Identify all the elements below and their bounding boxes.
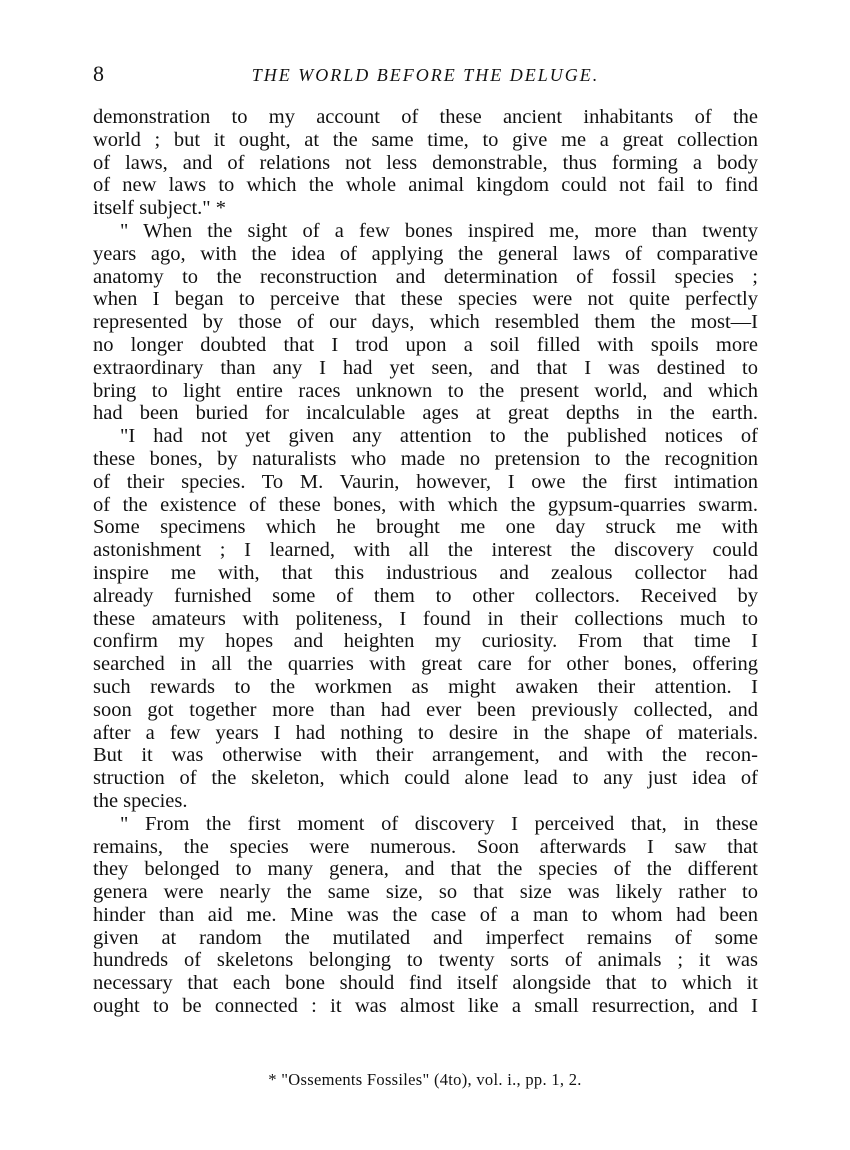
text-line: no longer doubted that I trod upon a soil filled with spoils more	[93, 333, 758, 356]
text-line: of laws, and of relations not less demonstrable, thus forming a body	[93, 151, 758, 174]
text-line: years ago, with the idea of applying the general laws of comparative	[93, 242, 758, 265]
text-line: " From the first moment of discovery I perceived that, in these	[120, 812, 758, 835]
text-line: already furnished some of them to other collectors. Received by	[93, 584, 758, 607]
text-line: when I began to perceive that these species were not quite perfectly	[93, 288, 758, 311]
text-line: demonstration to my account of these ancient inhabitants of the	[93, 106, 758, 128]
text-line: they belonged to many genera, and that the species of the different	[93, 858, 758, 881]
text-line: the species.	[93, 789, 188, 812]
text-line: after a few years I had nothing to desire in the shape of materials.	[93, 721, 758, 744]
text-line: these amateurs with politeness, I found in their collections much to	[93, 607, 758, 630]
text-line: such rewards to the workmen as might awaken their attention. I	[93, 675, 758, 698]
text-line: had been buried for incalculable ages at great depths in the earth.	[93, 402, 758, 425]
text-line: these bones, by naturalists who made no pretension to the recognition	[93, 447, 758, 470]
text-line: " When the sight of a few bones inspired me, more than twenty	[120, 219, 758, 242]
page-number: 8	[93, 61, 104, 86]
text-line: "I had not yet given any attention to the published notices of	[120, 425, 758, 448]
text-line: struction of the skeleton, which could alone lead to any just idea of	[93, 767, 758, 790]
text-line: searched in all the quarries with great care for other bones, offering	[93, 653, 758, 676]
text-line: of new laws to which the whole animal kingdom could not fail to find	[93, 174, 758, 197]
text-line: anatomy to the reconstruction and determination of fossil species ;	[93, 265, 758, 288]
paragraph	[93, 220, 758, 425]
text-line: inspire me with, that this industrious and zealous collector had	[93, 561, 758, 584]
paragraph	[93, 425, 758, 813]
paragraph	[93, 106, 758, 220]
text-line: represented by those of our days, which resembled them the most—I	[93, 311, 758, 334]
text-line: of the existence of these bones, with which the gypsum-quarries swarm.	[93, 493, 758, 516]
text-line: astonishment ; I learned, with all the interest the discovery could	[93, 539, 758, 562]
text-line: confirm my hopes and heighten my curiosity. From that time I	[93, 630, 758, 653]
text-line: hinder than aid me. Mine was the case of a man to whom had been	[93, 903, 758, 926]
text-line: ought to be connected : it was almost like a small resurrection, and I	[93, 995, 758, 1018]
running-head	[93, 60, 758, 88]
text-line: bring to light entire races unknown to the present world, and which	[93, 379, 758, 402]
text-line: extraordinary than any I had yet seen, and that I was destined to	[93, 356, 758, 379]
text-line: But it was otherwise with their arrangement, and with the recon-	[93, 744, 758, 767]
footnote: * "Ossements Fossiles" (4to), vol. i., pp. 1, 2.	[268, 1070, 582, 1089]
text-line: Some specimens which he brought me one day struck me with	[93, 516, 758, 539]
text-line: necessary that each bone should find itself alongside that to which it	[93, 972, 758, 995]
paragraph	[93, 813, 758, 1018]
text-line: itself subject." *	[93, 197, 227, 220]
text-line: genera were nearly the same size, so that size was likely rather to	[93, 881, 758, 904]
text-line: given at random the mutilated and imperfect remains of some	[93, 926, 758, 949]
text-line: soon got together more than had ever been previously collected, and	[93, 698, 758, 721]
text-line: hundreds of skeletons belonging to twenty sorts of animals ; it was	[93, 949, 758, 972]
text-line: remains, the species were numerous. Soon afterwards I saw that	[93, 835, 758, 858]
running-title: THE WORLD BEFORE THE DELUGE.	[251, 65, 600, 85]
text-line: of their species. To M. Vaurin, however, I owe the first intimation	[93, 470, 758, 493]
body-text	[93, 106, 758, 1018]
text-line: world ; but it ought, at the same time, to give me a great collection	[93, 128, 758, 151]
